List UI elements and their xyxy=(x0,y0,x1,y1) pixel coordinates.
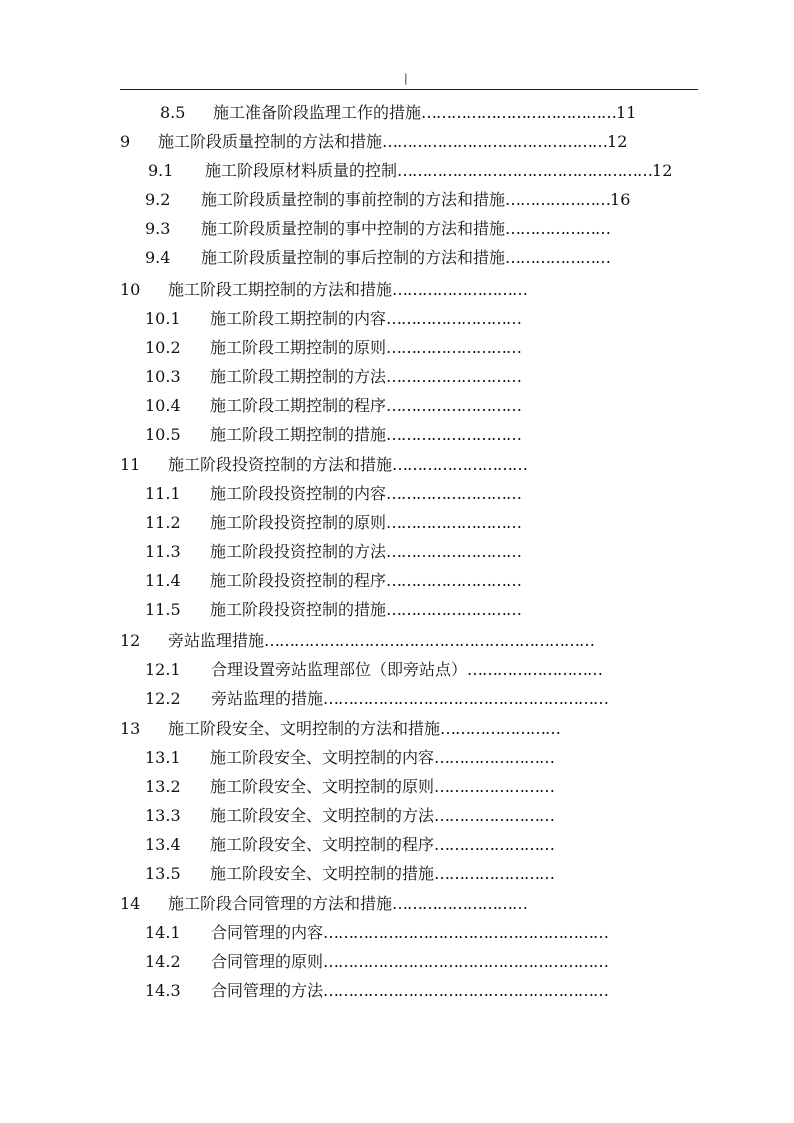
toc-entry-number: 8.5 xyxy=(160,103,186,122)
toc-entry-title: 施工阶段投资控制的方法……………………… xyxy=(210,542,522,561)
toc-entry-number: 10.4 xyxy=(145,396,181,415)
toc-entry[interactable] xyxy=(0,570,794,592)
toc-leader-dots: ……………………… xyxy=(392,455,528,474)
toc-entry-number: 14.3 xyxy=(145,981,181,1000)
toc-entry-number: 10.5 xyxy=(145,425,181,444)
toc-entry[interactable] xyxy=(0,454,794,476)
toc-entry-title: 施工阶段安全、文明控制的方法和措施…………………… xyxy=(168,719,561,738)
toc-entry-title: 施工阶段原材料质量的控制……………………………………………12 xyxy=(205,161,673,180)
toc-leader-dots: …………………… xyxy=(434,748,555,767)
toc-entry[interactable] xyxy=(0,922,794,944)
toc-entry-number: 13.3 xyxy=(145,806,181,825)
toc-entry[interactable] xyxy=(0,747,794,769)
toc-entry[interactable] xyxy=(0,189,794,211)
toc-leader-dots: ……………………… xyxy=(386,513,522,532)
toc-entry[interactable] xyxy=(0,160,794,182)
toc-leader-dots: ………………… xyxy=(505,219,611,238)
toc-entry-title: 施工阶段质量控制的方法和措施………………………………………12 xyxy=(158,132,628,151)
toc-entry[interactable] xyxy=(0,834,794,856)
toc-entry[interactable] xyxy=(0,131,794,153)
toc-entry-number: 14.1 xyxy=(145,923,181,942)
toc-entry[interactable] xyxy=(0,688,794,710)
toc-leader-dots: ………………… xyxy=(505,190,611,209)
toc-entry-title: 合理设置旁站监理部位（即旁站点）……………………… xyxy=(211,660,603,679)
toc-leader-dots: ………………………………………………… xyxy=(323,981,609,1000)
toc-leader-dots: ………………………………………………… xyxy=(323,952,609,971)
toc-entry-number: 14.2 xyxy=(145,952,181,971)
toc-leader-dots: ………………………………………………………… xyxy=(264,631,595,650)
toc-leader-dots: …………………… xyxy=(434,806,555,825)
toc-entry-title: 施工阶段投资控制的程序……………………… xyxy=(210,571,522,590)
toc-entry-number: 11.2 xyxy=(145,513,181,532)
toc-entry[interactable] xyxy=(0,630,794,652)
toc-entry[interactable] xyxy=(0,218,794,240)
toc-entry[interactable] xyxy=(0,599,794,621)
toc-entry[interactable] xyxy=(0,102,794,124)
toc-entry-number: 13.5 xyxy=(145,864,181,883)
toc-entry-title: 施工阶段安全、文明控制的程序…………………… xyxy=(210,835,555,854)
toc-leader-dots: ……………………… xyxy=(467,660,603,679)
toc-entry-title: 合同管理的内容………………………………………………… xyxy=(211,923,609,942)
toc-entry-title: 施工准备阶段监理工作的措施…………………………………11 xyxy=(213,103,637,122)
toc-entry[interactable] xyxy=(0,805,794,827)
toc-entry-number: 9.1 xyxy=(148,161,174,180)
toc-entry-number: 10.2 xyxy=(145,338,181,357)
toc-entry[interactable] xyxy=(0,951,794,973)
toc-entry-number: 9 xyxy=(120,132,131,151)
toc-entry-title: 施工阶段工期控制的方法……………………… xyxy=(210,367,522,386)
toc-entry[interactable] xyxy=(0,308,794,330)
toc-page-number: 12 xyxy=(652,161,673,180)
toc-entry[interactable] xyxy=(0,863,794,885)
toc-entry-number: 12 xyxy=(120,631,141,650)
toc-entry-title: 施工阶段安全、文明控制的原则…………………… xyxy=(210,777,555,796)
toc-entry[interactable] xyxy=(0,247,794,269)
toc-leader-dots: ……………………… xyxy=(386,338,522,357)
toc-entry-title: 施工阶段投资控制的内容……………………… xyxy=(210,484,522,503)
toc-entry[interactable] xyxy=(0,483,794,505)
toc-entry-number: 13.1 xyxy=(145,748,181,767)
toc-entry-title: 施工阶段质量控制的事后控制的方法和措施………………… xyxy=(201,248,611,267)
toc-leader-dots: ………………………………… xyxy=(421,103,617,122)
toc-entry[interactable] xyxy=(0,512,794,534)
toc-entry-title: 施工阶段投资控制的措施……………………… xyxy=(210,600,522,619)
toc-leader-dots: …………………… xyxy=(440,719,561,738)
toc-page-number: 16 xyxy=(610,190,631,209)
toc-leader-dots: …………………… xyxy=(434,864,555,883)
toc-entry[interactable] xyxy=(0,659,794,681)
toc-entry[interactable] xyxy=(0,541,794,563)
toc-leader-dots: ………………………………………………… xyxy=(323,923,609,942)
toc-leader-dots: ……………………… xyxy=(386,425,522,444)
toc-entry-title: 施工阶段质量控制的事中控制的方法和措施………………… xyxy=(201,219,611,238)
toc-entry-title: 施工阶段安全、文明控制的方法…………………… xyxy=(210,806,555,825)
toc-entry-number: 10.3 xyxy=(145,367,181,386)
toc-leader-dots: ………………………………………………… xyxy=(323,689,609,708)
toc-entry-number: 10.1 xyxy=(145,309,181,328)
toc-entry-number: 12.1 xyxy=(145,660,181,679)
toc-leader-dots: ……………………… xyxy=(386,600,522,619)
toc-leader-dots: ……………………… xyxy=(386,484,522,503)
toc-leader-dots: ……………………… xyxy=(392,894,528,913)
toc-leader-dots: ……………………… xyxy=(386,542,522,561)
toc-entry-number: 14 xyxy=(120,894,141,913)
toc-entry[interactable] xyxy=(0,337,794,359)
toc-entry-number: 12.2 xyxy=(145,689,181,708)
toc-leader-dots: ……………………………………… xyxy=(382,132,608,151)
header-mark: | xyxy=(404,72,408,85)
toc-entry-title: 施工阶段安全、文明控制的内容…………………… xyxy=(210,748,555,767)
toc-entry-title: 合同管理的方法………………………………………………… xyxy=(211,981,609,1000)
toc-entry[interactable] xyxy=(0,893,794,915)
toc-leader-dots: …………………… xyxy=(434,835,555,854)
toc-leader-dots: …………………… xyxy=(434,777,555,796)
toc-entry-number: 9.4 xyxy=(145,248,171,267)
toc-entry-number: 9.3 xyxy=(145,219,171,238)
toc-leader-dots: ……………………… xyxy=(386,367,522,386)
toc-leader-dots: ……………………… xyxy=(386,571,522,590)
toc-entry-number: 11.1 xyxy=(145,484,181,503)
toc-entry-title: 施工阶段工期控制的内容……………………… xyxy=(210,309,522,328)
toc-entry-number: 11.3 xyxy=(145,542,181,561)
toc-entry-title: 施工阶段投资控制的方法和措施……………………… xyxy=(168,455,528,474)
toc-leader-dots: ……………………… xyxy=(386,309,522,328)
toc-entry-title: 合同管理的原则………………………………………………… xyxy=(211,952,609,971)
toc-entry-title: 施工阶段工期控制的方法和措施……………………… xyxy=(168,280,528,299)
toc-page-number: 11 xyxy=(616,103,637,122)
toc-leader-dots: ……………………… xyxy=(392,280,528,299)
toc-leader-dots: …………………………………………… xyxy=(397,161,653,180)
toc-entry-number: 13.4 xyxy=(145,835,181,854)
toc-leader-dots: ……………………… xyxy=(386,396,522,415)
toc-entry[interactable] xyxy=(0,776,794,798)
toc-entry-number: 11.5 xyxy=(145,600,181,619)
toc-entry-title: 旁站监理措施………………………………………………………… xyxy=(168,631,595,650)
toc-entry-number: 10 xyxy=(120,280,141,299)
toc-entry-title: 旁站监理的措施………………………………………………… xyxy=(211,689,609,708)
toc-entry[interactable] xyxy=(0,980,794,1002)
toc-entry[interactable] xyxy=(0,424,794,446)
toc-entry-number: 11.4 xyxy=(145,571,181,590)
toc-page-number: 12 xyxy=(607,132,628,151)
toc-entry[interactable] xyxy=(0,279,794,301)
toc-entry-number: 11 xyxy=(120,455,141,474)
toc-entry-title: 施工阶段工期控制的程序……………………… xyxy=(210,396,522,415)
toc-entry-number: 13 xyxy=(120,719,141,738)
toc-entry[interactable] xyxy=(0,395,794,417)
toc-leader-dots: ………………… xyxy=(505,248,611,267)
toc-entry-title: 施工阶段工期控制的措施……………………… xyxy=(210,425,522,444)
toc-entry[interactable] xyxy=(0,718,794,740)
toc-entry-title: 施工阶段合同管理的方法和措施……………………… xyxy=(168,894,528,913)
toc-entry[interactable] xyxy=(0,366,794,388)
toc-entry-title: 施工阶段投资控制的原则……………………… xyxy=(210,513,522,532)
toc-entry-number: 13.2 xyxy=(145,777,181,796)
toc-entry-title: 施工阶段工期控制的原则……………………… xyxy=(210,338,522,357)
toc-entry-number: 9.2 xyxy=(145,190,171,209)
toc-entry-title: 施工阶段安全、文明控制的措施…………………… xyxy=(210,864,555,883)
toc-entry-title: 施工阶段质量控制的事前控制的方法和措施…………………16 xyxy=(201,190,631,209)
